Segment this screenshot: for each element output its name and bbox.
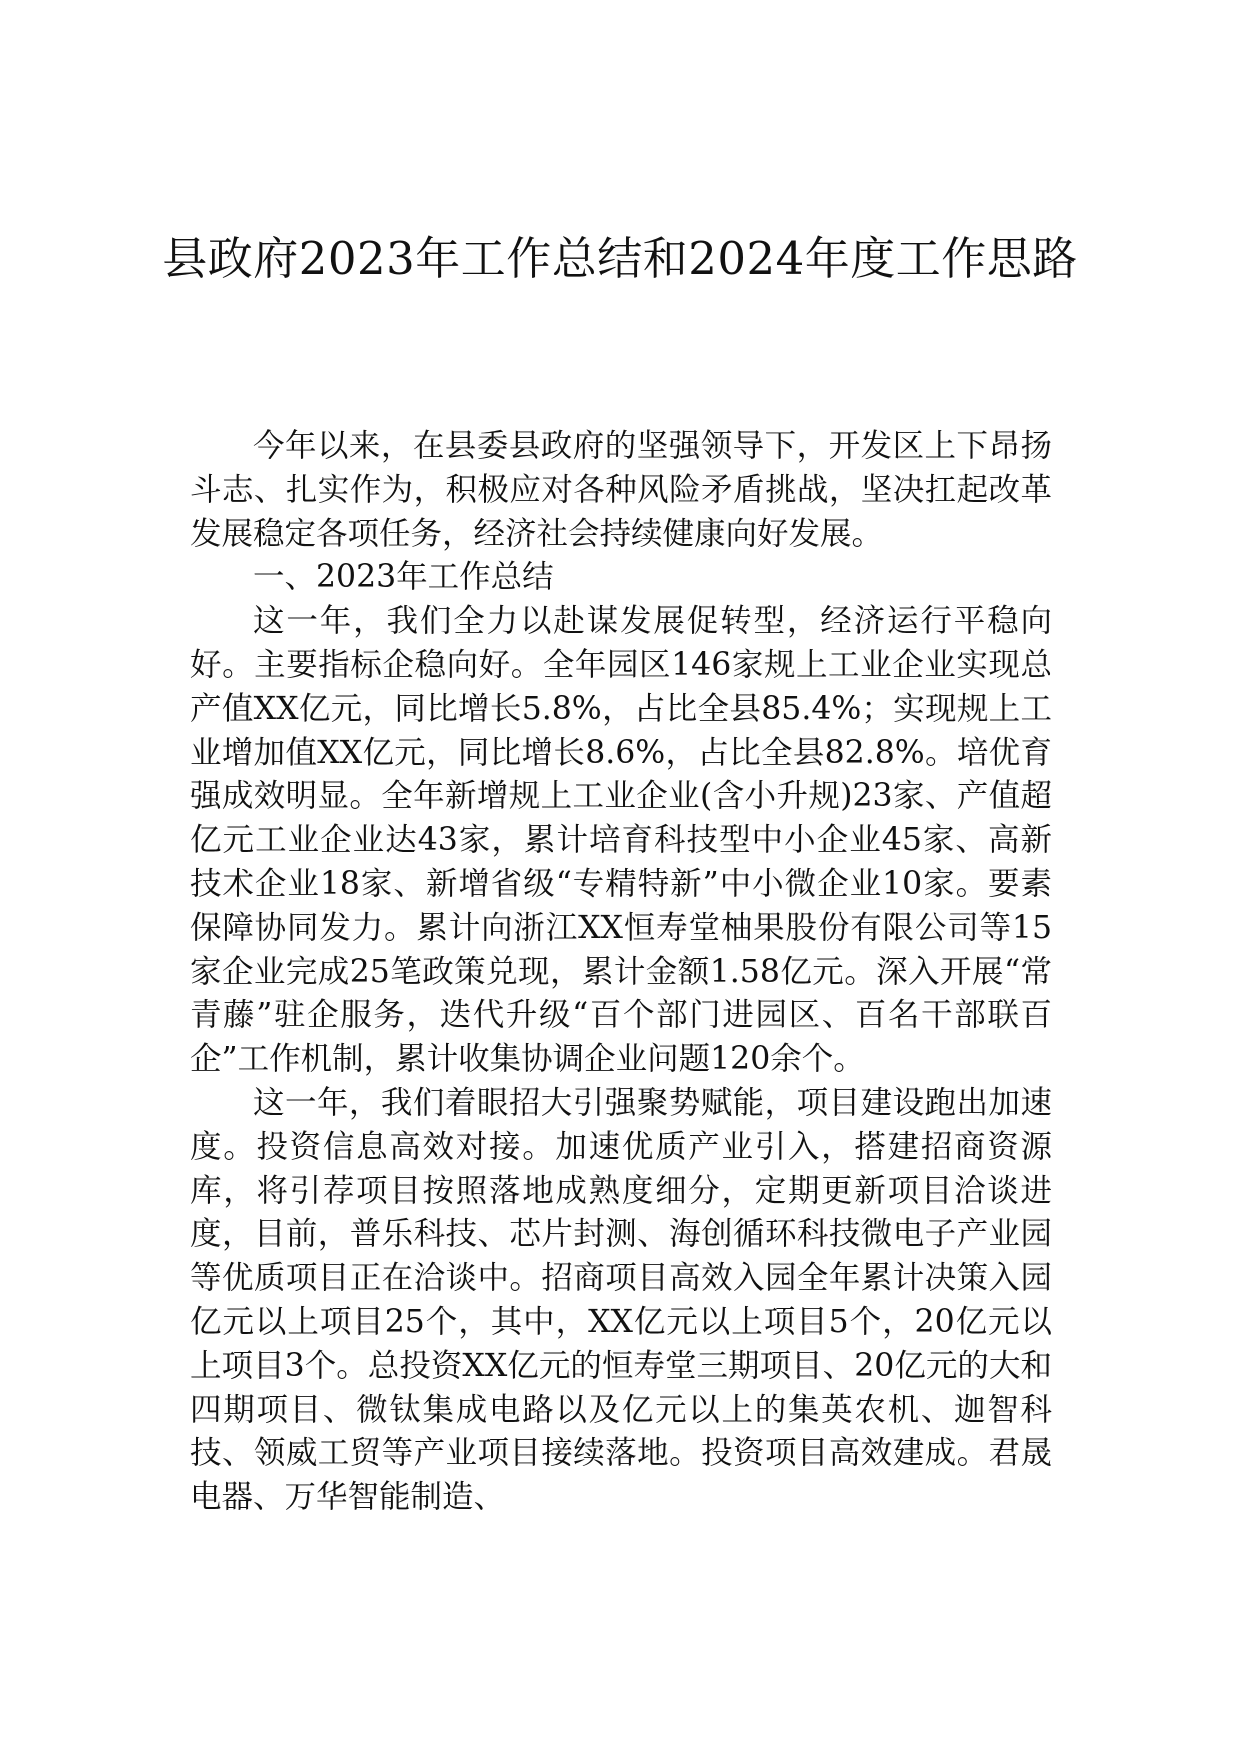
intro-paragraph: 今年以来，在县委县政府的坚强领导下，开发区上下昂扬斗志、扎实作为，积极应对各种风险矛盾挑战，坚决扛起改革发展稳定各项任务，经济社会持续健康向好发展。 — [190, 428, 1052, 552]
document-title: 县政府2023年工作总结和2024年度工作思路 — [162, 232, 1078, 285]
section-heading: 一、2023年工作总结 — [253, 559, 554, 596]
body-paragraph-economy: 这一年，我们全力以赴谋发展促转型，经济运行平稳向好。主要指标企稳向好。全年园区146家规上工业企业实现总产值XX亿元，同比增长5.8%，占比全县85.4%；实现规上工业增加值XX亿元，同比增长8.6%，占比全县82.8%。培优育强成效明显。全年新增规上工业企业(含小升规)23家、产值超亿元工业企业达43家，累计培育科技型中小企业45家、高新技术企业18家、新增省级“专精特新”中小微企业10家。要素保障协同发力。累计向浙江XX恒寿堂柚果股份有限公司等15家企业完成25笔政策兑现，累计金额1.58亿元。深入开展“常青藤”驻企服务，迭代升级“百个部门进园区、百名干部联百企”工作机制，累计收集协调企业问题120余个。 — [190, 603, 1052, 1078]
body-paragraph-investment: 这一年，我们着眼招大引强聚势赋能，项目建设跑出加速度。投资信息高效对接。加速优质产业引入，搭建招商资源库，将引荐项目按照落地成熟度细分，定期更新项目洽谈进度，目前，普乐科技、芯片封测、海创循环科技微电子产业园等优质项目正在洽谈中。招商项目高效入园全年累计决策入园亿元以上项目25个，其中，XX亿元以上项目5个，20亿元以上项目3个。总投资XX亿元的恒寿堂三期项目、20亿元的大和四期项目、微钛集成电路以及亿元以上的集英农机、迦智科技、领威工贸等产业项目接续落地。投资项目高效建成。君晟电器、万华智能制造、 — [190, 1084, 1052, 1516]
document-body — [190, 425, 1052, 1520]
